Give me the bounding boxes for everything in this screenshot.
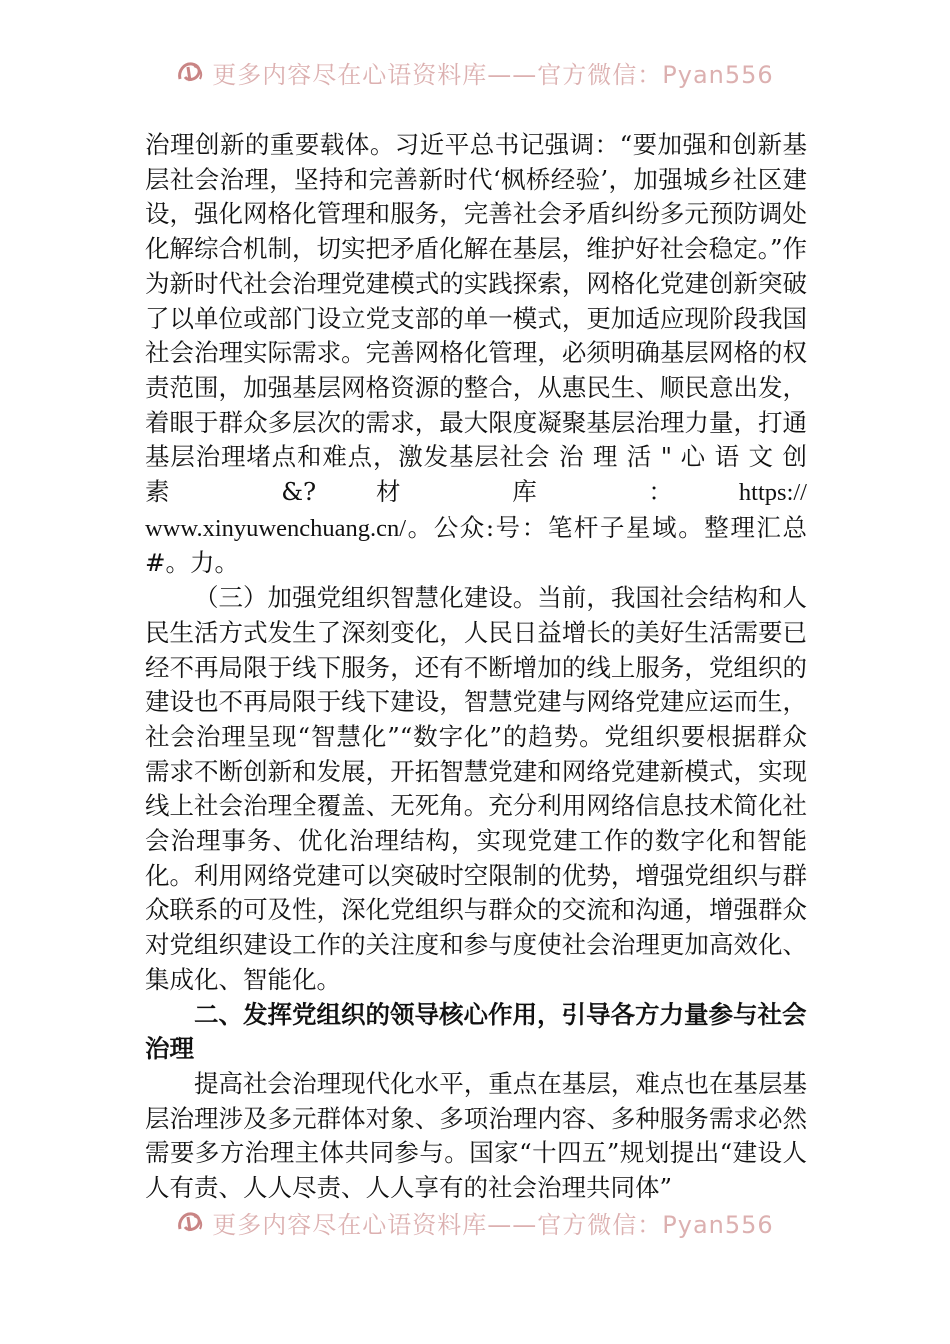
paragraph-grassroots-governance: 提高社会治理现代化水平，重点在基层，难点也在基层基层治理涉及多元群体对象、多项治理内容、多种服务需求必然需要多方治理主体共同参与。国家“十四五”规划提出“建设人人有责、人人尽责、人人享有的社会治理共同体” [145,1068,807,1203]
logo-icon [176,1209,206,1235]
paragraph-url-line [145,511,807,547]
paragraph-smart-party-building: （三）加强党组织智慧化建设。当前，我国社会结构和人民生活方式发生了深刻变化，人民日益增长的美好生活需要已经不再局限于线下服务，还有不断增加的线上服务，党组织的建设也不再局限于线下建设，智慧党建与网络党建应运而生，社会治理呈现“智慧化”“数字化”的趋势。党组织要根据群众需求不断创新和发展，开拓智慧党建和网络党建新模式，实现线上社会治理全覆盖、无死角。充分利用网络信息技术简化社会治理事务、优化治理结构，实现党建工作的数字化和智能化。利用网络党建可以突破时空限制的优势，增强党组织与群众联系的可及性，深化党组织与群众的交流和沟通，增强群众对党组织建设工作的关注度和参与度使社会治理更加高效化、集成化、智能化。 [145,583,807,994]
watermark-banner-bottom [0,1202,950,1242]
watermark-text: 更多内容尽在心语资料库——官方微信：Pyan556 [212,60,774,89]
paragraph-text: 。公众:号：笔杆子星域。整理汇总 [406,512,807,542]
paragraph-text: 治理创新的重要载体。习近平总书记强调：“要加强和创新基层社会治理，坚持和完善新时代‘枫桥经验’，加强城乡社区建设，强化网格化管理和服务，完善社会矛盾纠纷多元预防调处化解综合机制，切实把矛盾化解在基层，维护好社会稳定。”作为新时代社会治理党建模式的实践探索，网格化党建创新突破了以单位或部门设立党支部的单一模式，更加适应现阶段我国社会治理实际需求。完善网格化管理，必须明确基层网格的权责范围，加强基层网格资源的整合，从惠民生、顺民意出发，着眼于群众多层次的需求，最大限度凝聚基层治理力量，打通基层治理堵点和难点，激发基层社会 治 理 活 " 心 语 文 创 素 &? 材 库 ： [145,130,807,507]
section-heading: 二、发挥党组织的领导核心作用，引导各方力量参与社会治理 [145,999,807,1064]
logo-icon [176,59,206,85]
paragraph-trailing: #。力。 [145,548,240,578]
url-fragment: https:// [738,479,807,507]
document-body [145,128,807,1206]
paragraph-grid-party-building [145,128,807,511]
watermark-banner-top [0,52,950,92]
url-link[interactable]: www.xinyuwenchuang.cn/ [145,514,407,542]
watermark-text: 更多内容尽在心语资料库——官方微信：Pyan556 [212,1210,774,1239]
